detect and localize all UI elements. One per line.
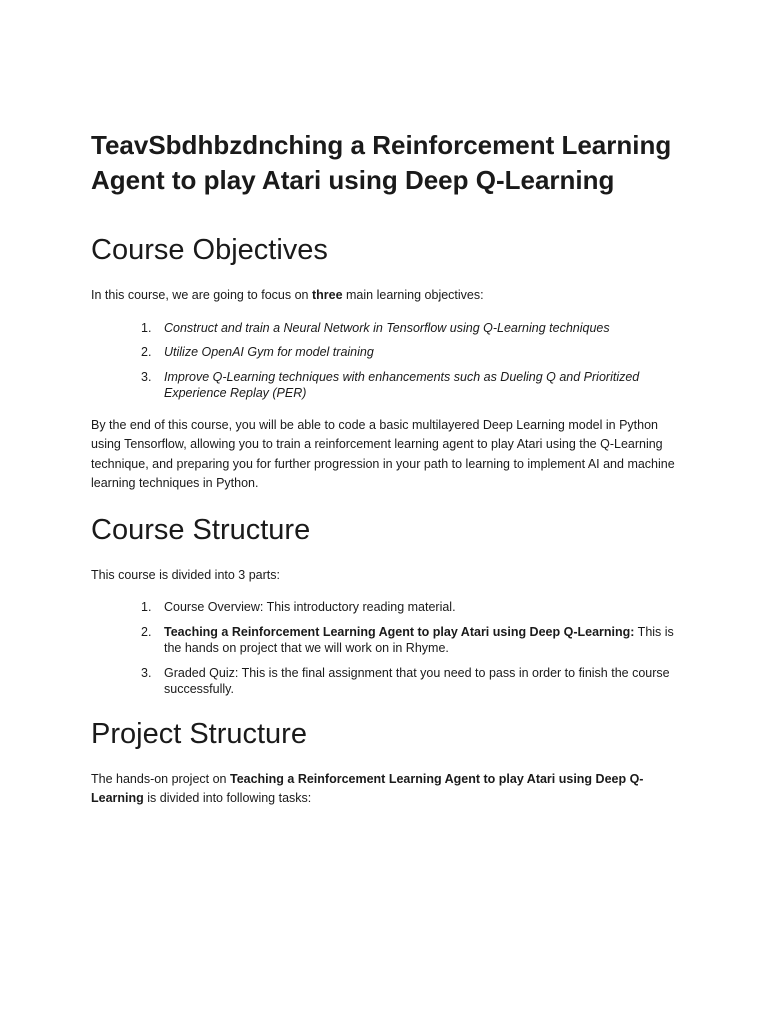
list-item (91, 320, 681, 337)
list-item-number: 1. (141, 600, 152, 614)
list-item-number: 1. (141, 320, 152, 335)
list-item-number: 2. (141, 624, 152, 639)
list-item (91, 599, 681, 616)
list-item-text: Construct and train a Neural Network in Tensorflow using Q-Learning techniques (164, 320, 610, 335)
project-intro (91, 770, 681, 809)
list-item-text: Improve Q-Learning techniques with enhancements such as Dueling Q and Prioritized Experience Replay (PER) (164, 369, 640, 400)
course-structure-heading: Course Structure (91, 513, 311, 546)
project-intro-bold: Teaching a Reinforcement Learning Agent to play Atari using Deep Q-Learning (91, 771, 644, 805)
project-structure-heading: Project Structure (91, 717, 307, 750)
objectives-intro-bold: three (311, 288, 343, 302)
objectives-list (91, 320, 681, 402)
project-structure-section (91, 716, 681, 809)
objectives-intro-text-end: main learning objectives: (342, 288, 484, 302)
list-item-text: Graded Quiz: This is the final assignment that you need to pass in order to finish the course successfully. (164, 665, 670, 696)
list-item-text: Utilize OpenAI Gym for model training (164, 345, 374, 359)
list-item (91, 665, 681, 698)
list-item-number: 3. (141, 665, 152, 680)
list-item-bold-text: Teaching a Reinforcement Learning Agent to play Atari using Deep Q-Learning: (164, 624, 635, 639)
course-objectives-section (91, 232, 681, 494)
list-item-text: This is the hands on project that we will work on in Rhyme. (164, 624, 674, 655)
objectives-intro (91, 286, 681, 306)
list-item (91, 344, 681, 361)
project-intro-text-end: is divided into following tasks: (143, 791, 312, 805)
objectives-intro-text: In this course, we are going to focus on (91, 288, 312, 302)
document-title: TeavSbdhbzdnching a Reinforcement Learning Agent to play Atari using Deep Q-Learning (91, 130, 672, 195)
list-item (91, 624, 681, 657)
document-page (91, 128, 681, 823)
list-item-text: Course Overview: This introductory reading material. (164, 600, 456, 614)
list-item-number: 2. (141, 345, 152, 359)
list-item (91, 369, 681, 402)
objectives-summary: By the end of this course, you will be able to code a basic multilayered Deep Learning model in Python using Tensorflow, allowing you to train a reinforcement learning agent to play Atari using the Q-Learning technique, and preparing you for further progression in your path to learning to implement AI and machine learning techniques in Python. (91, 417, 675, 490)
structure-list (91, 599, 681, 698)
structure-intro: This course is divided into 3 parts: (91, 567, 280, 582)
course-objectives-heading: Course Objectives (91, 234, 328, 266)
list-item-number: 3. (141, 369, 152, 384)
course-structure-section (91, 512, 681, 698)
project-intro-text: The hands-on project on (91, 771, 230, 786)
